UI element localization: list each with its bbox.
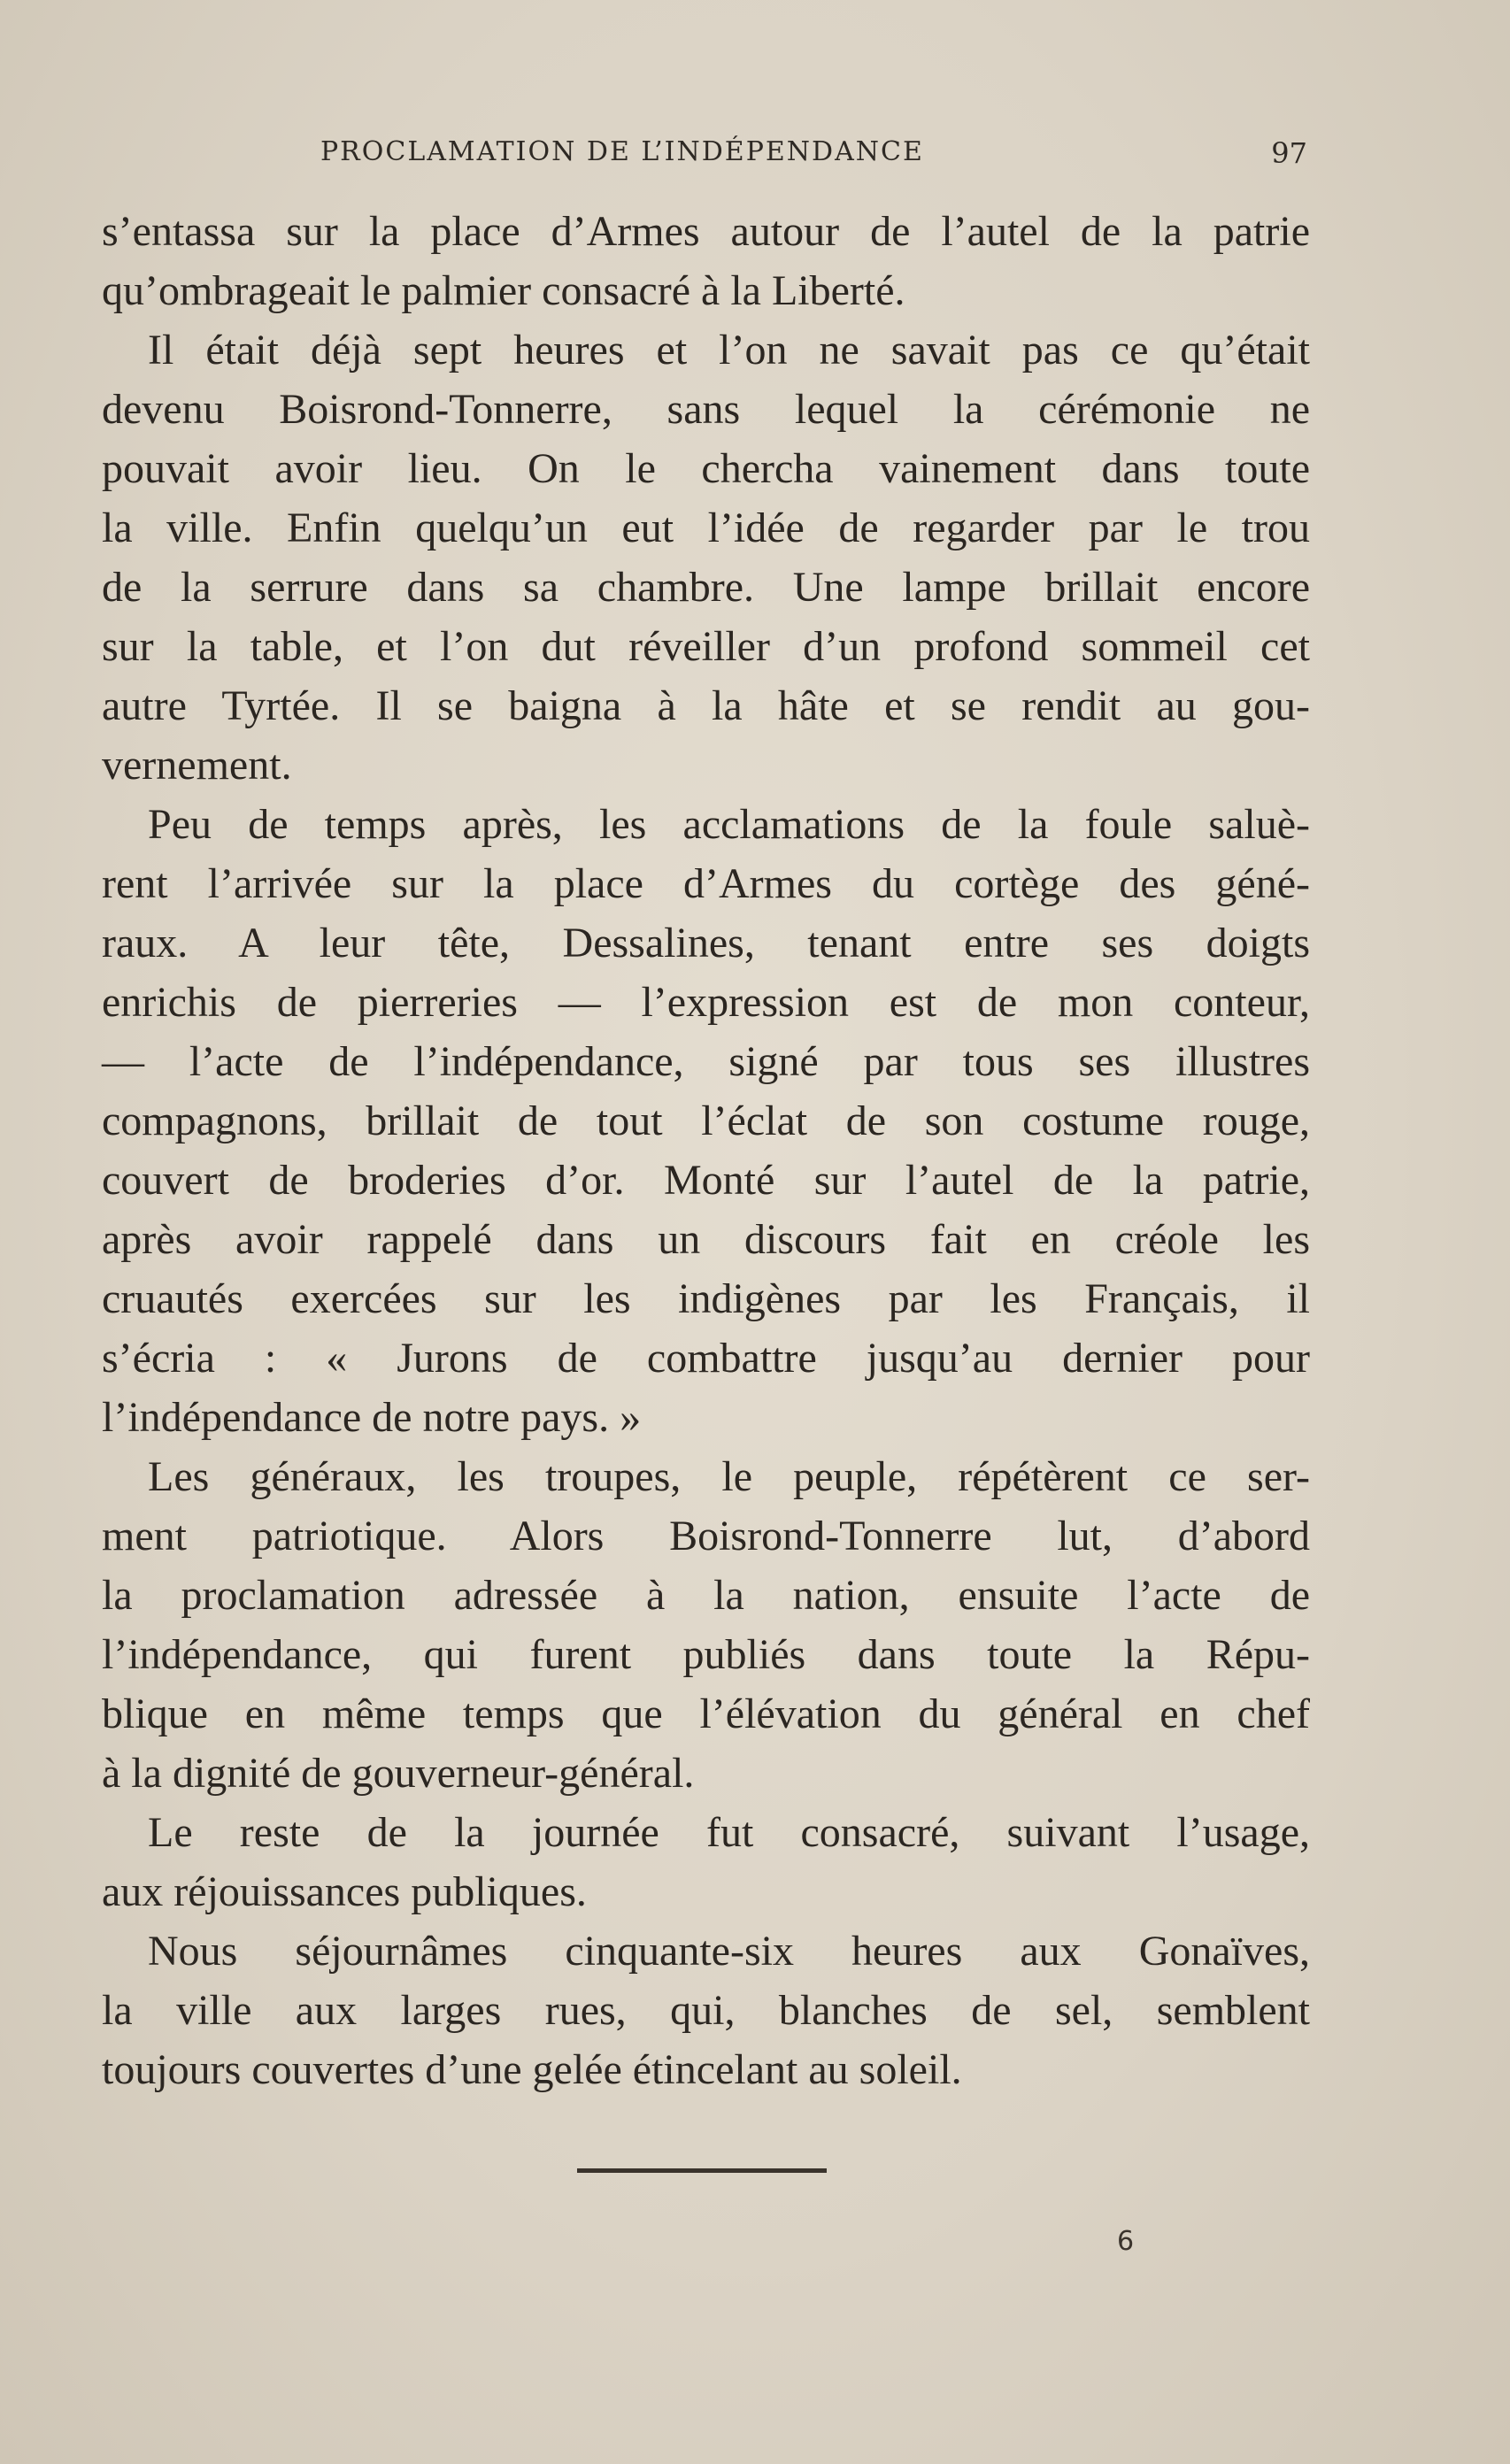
- text-line: la proclamation adressée à la nation, ensuite l’acte de: [102, 1572, 1310, 1619]
- text-line: la ville aux larges rues, qui, blanches de sel, semblent: [102, 1987, 1310, 2034]
- text-line: pouvait avoir lieu. On le chercha vainement dans toute: [102, 445, 1310, 492]
- text-line: après avoir rappelé dans un discours fait en créole les: [102, 1216, 1310, 1263]
- page-number: 97: [1271, 136, 1307, 170]
- text-line: Nous séjournâmes cinquante-six heures aux Gonaïves,: [148, 1928, 1310, 1975]
- text-line: enrichis de pierreries — l’expression est de mon conteur,: [102, 979, 1310, 1026]
- text-line: ment patriotique. Alors Boisrond-Tonnerre lut, d’abord: [102, 1513, 1310, 1559]
- text-line: cruautés exercées sur les indigènes par les Français, il: [102, 1275, 1310, 1322]
- text-line: qu’ombrageait le palmier consacré à la Liberté.: [102, 267, 905, 314]
- text-line: blique en même temps que l’élévation du général en chef: [102, 1690, 1310, 1737]
- text-line: aux réjouissances publiques.: [102, 1868, 587, 1915]
- text-line: l’indépendance, qui furent publiés dans toute la Répu-: [102, 1631, 1310, 1678]
- text-line: devenu Boisrond-Tonnerre, sans lequel la cérémonie ne: [102, 386, 1310, 433]
- end-rule: [577, 2168, 827, 2173]
- text-line: raux. A leur tête, Dessalines, tenant entre ses doigts: [102, 920, 1310, 966]
- page-header: [320, 136, 1307, 181]
- text-line: à la dignité de gouverneur-général.: [102, 1750, 695, 1797]
- text-line: autre Tyrtée. Il se baigna à la hâte et se rendit au gou-: [102, 682, 1310, 729]
- text-line: toujours couvertes d’une gelée étincelant au soleil.: [102, 2046, 962, 2093]
- text-line: l’indépendance de notre pays. »: [102, 1394, 642, 1441]
- text-line: rent l’arrivée sur la place d’Armes du cortège des géné-: [102, 860, 1310, 907]
- running-title: PROCLAMATION DE L’INDÉPENDANCE: [320, 136, 924, 167]
- text-line: Le reste de la journée fut consacré, suivant l’usage,: [148, 1809, 1310, 1856]
- text-line: de la serrure dans sa chambre. Une lampe brillait encore: [102, 564, 1310, 611]
- text-line: sur la table, et l’on dut réveiller d’un profond sommeil cet: [102, 623, 1310, 670]
- text-line: couvert de broderies d’or. Monté sur l’autel de la patrie,: [102, 1157, 1310, 1204]
- text-line: s’écria : « Jurons de combattre jusqu’au dernier pour: [102, 1335, 1310, 1382]
- text-line: s’entassa sur la place d’Armes autour de l’autel de la patrie: [102, 208, 1310, 255]
- text-line: Il était déjà sept heures et l’on ne savait pas ce qu’était: [148, 327, 1310, 373]
- text-line: la ville. Enfin quelqu’un eut l’idée de regarder par le trou: [102, 504, 1310, 551]
- signature-mark: 6: [1117, 2226, 1135, 2257]
- text-line: — l’acte de l’indépendance, signé par tous ses illustres: [102, 1038, 1310, 1085]
- text-line: vernement.: [102, 742, 292, 789]
- text-line: Peu de temps après, les acclamations de la foule saluè-: [148, 801, 1310, 848]
- text-line: Les généraux, les troupes, le peuple, répétèrent ce ser-: [148, 1453, 1310, 1500]
- body-text: [102, 202, 1310, 2099]
- text-line: compagnons, brillait de tout l’éclat de son costume rouge,: [102, 1097, 1310, 1144]
